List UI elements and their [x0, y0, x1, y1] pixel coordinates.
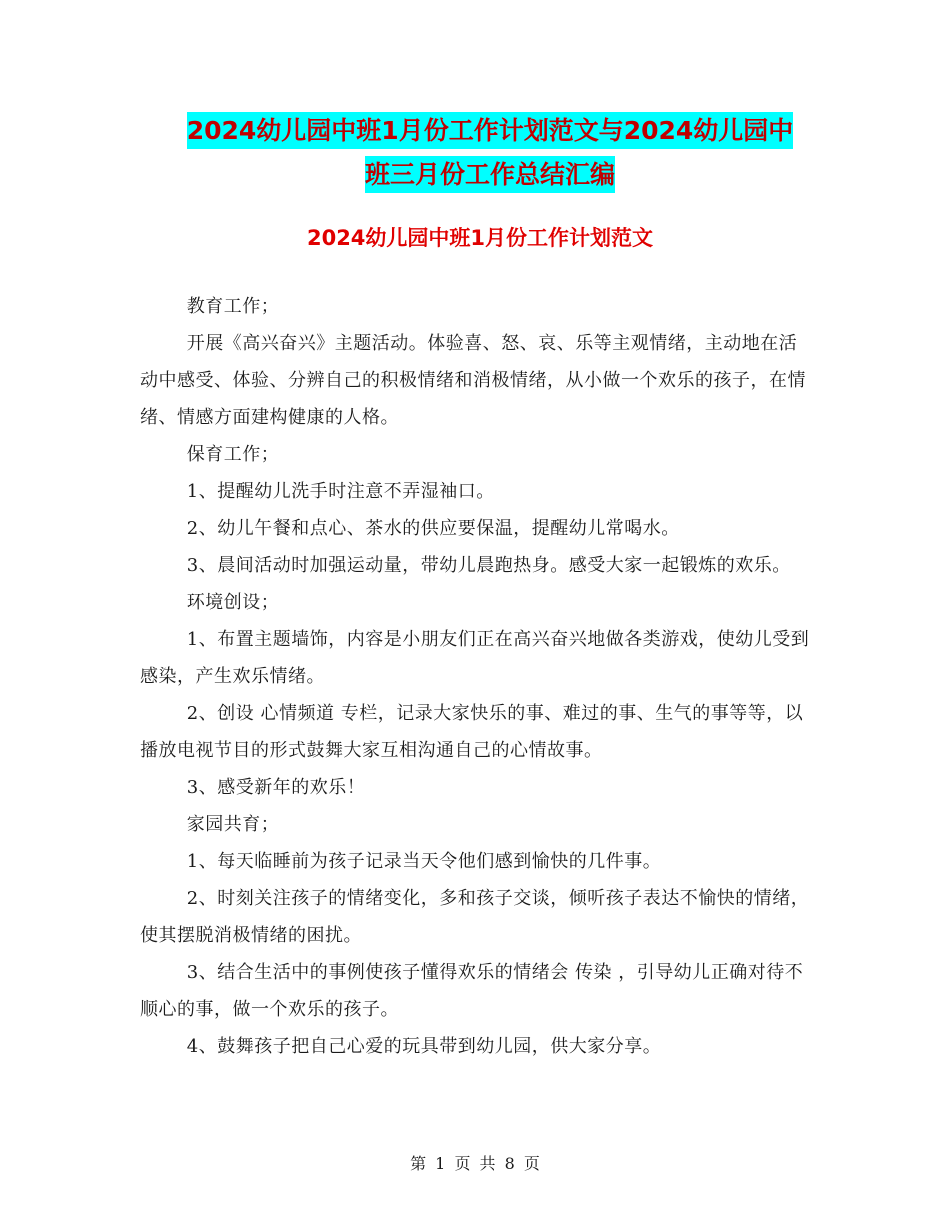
- paragraph: 1、提醒幼儿洗手时注意不弄湿袖口。: [186, 481, 495, 502]
- paragraph: 环境创设；: [186, 592, 280, 613]
- document-body: [140, 288, 815, 1065]
- paragraph: 3、结合生活中的事例使孩子懂得欢乐的情绪会 传染 ，引导幼儿正确对待不顺心的事，做一个欢乐的孩子。: [140, 962, 804, 1020]
- paragraph: 3、感受新年的欢乐！: [186, 777, 366, 798]
- section-heading: 2024幼儿园中班1月份工作计划范文: [306, 226, 654, 250]
- paragraph: 2、时刻关注孩子的情绪变化，多和孩子交谈，倾听孩子表达不愉快的情绪，使其摆脱消极情绪的困扰。: [140, 888, 810, 946]
- page-footer: 第 1 页 共 8 页: [410, 1154, 540, 1173]
- paragraph: 2、幼儿午餐和点心、茶水的供应要保温，提醒幼儿常喝水。: [186, 518, 680, 539]
- document-title-line-2: 班三月份工作总结汇编: [140, 150, 840, 200]
- paragraph: 家园共育；: [186, 814, 280, 835]
- paragraph: 保育工作；: [186, 444, 280, 465]
- document-title-line-1: 2024幼儿园中班1月份工作计划范文与2024幼儿园中: [140, 106, 840, 156]
- paragraph: 开展《高兴奋兴》主题活动。体验喜、怒、哀、乐等主观情绪，主动地在活动中感受、体验、分辨自己的积极情绪和消极情绪，从小做一个欢乐的孩子，在情绪、情感方面建构健康的人格。: [140, 333, 806, 428]
- paragraph: 2、创设 心情频道 专栏，记录大家快乐的事、难过的事、生气的事等等，以播放电视节目的形式鼓舞大家互相沟通自己的心情故事。: [140, 703, 804, 761]
- paragraph: 教育工作；: [186, 296, 280, 317]
- paragraph: 1、布置主题墙饰，内容是小朋友们正在高兴奋兴地做各类游戏，使幼儿受到感染，产生欢乐情绪。: [140, 629, 810, 687]
- paragraph: 1、每天临睡前为孩子记录当天令他们感到愉快的几件事。: [186, 851, 662, 872]
- paragraph: 4、鼓舞孩子把自己心爱的玩具带到幼儿园，供大家分享。: [186, 1036, 662, 1057]
- paragraph: 3、晨间活动时加强运动量，带幼儿晨跑热身。感受大家一起锻炼的欢乐。: [186, 555, 791, 576]
